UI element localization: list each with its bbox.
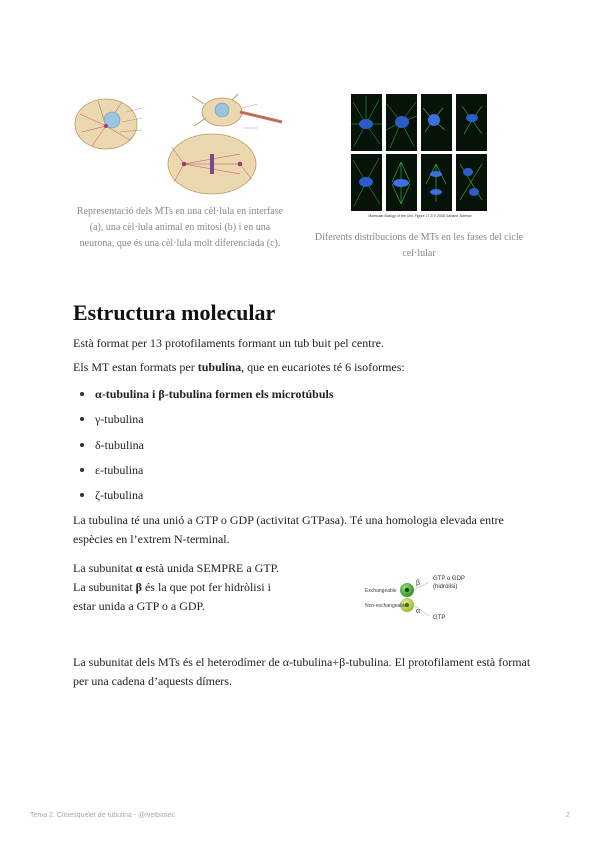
list-item: α-tubulina i β-tubulina formen els microtúbuls	[78, 385, 334, 410]
beta-label: β	[416, 580, 421, 587]
cell-diagrams-figure	[72, 92, 287, 202]
micrographs-caption: Diferents distribucions de MTs en les fases del cicle cel·lular	[314, 232, 524, 259]
micrograph-panel	[456, 94, 487, 151]
page-number: 2	[566, 812, 570, 819]
neuron-drawing	[192, 94, 282, 126]
list-item: ε-tubulina	[78, 461, 334, 486]
paragraph-tubulin-intro: Els MT estan formats per tubulina, que en eucariotes té 6 isoformes:	[73, 360, 405, 374]
list-item: ζ-tubulina	[78, 486, 334, 511]
isoform-list	[78, 385, 334, 511]
interphase-cell-drawing	[75, 99, 137, 149]
footer-title: Tema 2. Citoesquelet de tubulina - @ivetbiotec	[30, 812, 175, 819]
micrograph-panel	[386, 154, 417, 211]
paragraph-subunits: La subunitat α està unida SEMPRE a GTP. La subunitat β és la que pot fer hidròlisi i estar unida a GTP o a GDP.	[73, 561, 280, 613]
micrograph-panel	[421, 154, 452, 211]
paragraph-heterodimer: La subunitat dels MTs és el heterodímer de α-tubulina+β-tubulina. El protofilament està format per una cadena d’aquests dímers.	[73, 655, 531, 688]
mitotic-cell-drawing	[168, 134, 256, 194]
micrograph-panel	[386, 94, 417, 151]
micrograph-panel	[456, 154, 487, 211]
nonexchangeable-label: Non-exchangeable	[365, 603, 407, 609]
gtp-or-gdp-label: GTP o GDP	[433, 576, 465, 582]
list-item: γ-tubulina	[78, 410, 334, 435]
gtp-label: GTP	[433, 615, 446, 621]
micrograph-panel	[421, 94, 452, 151]
cell-diagram-caption: Representació dels MTs en una cèl·lula en interfase (a), una cèl·lula animal en mitosi (b) i en una neurona, que és una cèl·lula molt diferenciada (c).	[76, 206, 284, 249]
micrograph-panel	[351, 154, 382, 211]
microtubule-micrographs-figure	[350, 93, 490, 218]
tubulin-dimer-diagram	[363, 568, 503, 628]
hydrolysis-label: (hidròlisi)	[433, 584, 458, 590]
paragraph-gtp-binding: La tubulina té una unió a GTP o GDP (activitat GTPasa). Té una homologia elevada entre espècies en l’extrem N-terminal.	[73, 513, 504, 546]
list-item: δ-tubulina	[78, 436, 334, 461]
micrograph-panel	[351, 94, 382, 151]
paragraph-protofilaments: Està format per 13 protofilaments formant un tub buit pel centre.	[73, 336, 384, 350]
alpha-label: α	[416, 608, 421, 615]
section-title: Estructura molecular	[73, 300, 276, 325]
micrograph-credit: Molecular Biology of the Cell, Figure 17-3 © 2008 Garland Science	[368, 214, 472, 218]
exchangeable-label: Exchangeable	[365, 588, 397, 594]
